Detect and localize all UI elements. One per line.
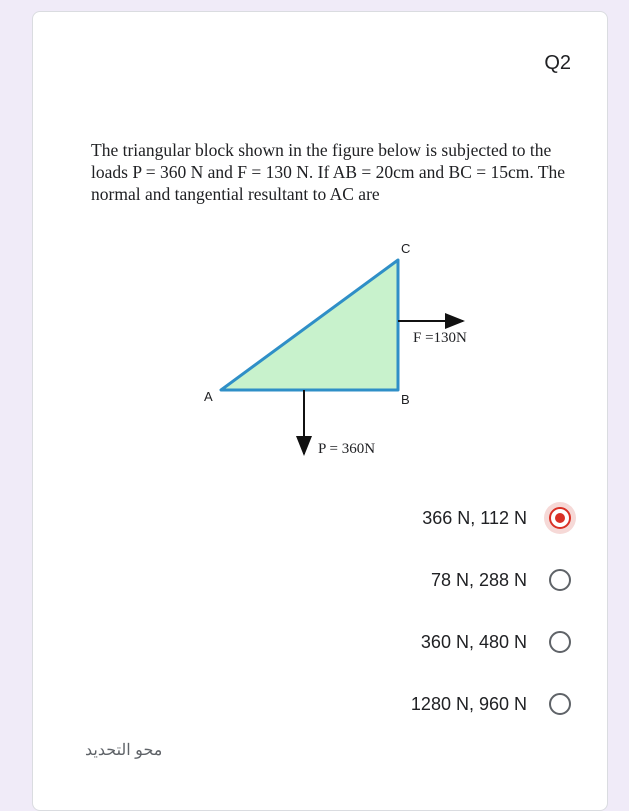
question-number: Q2	[544, 52, 571, 74]
force-f-label: F =130N	[413, 330, 467, 346]
radio-icon[interactable]	[549, 569, 571, 591]
option-label: 366 N, 112 N	[422, 507, 527, 528]
radio-dot-icon	[555, 513, 565, 523]
radio-icon[interactable]	[549, 631, 571, 653]
option-1[interactable]	[411, 487, 571, 549]
option-label: 360 N, 480 N	[420, 631, 527, 652]
question-card	[32, 11, 608, 811]
option-3[interactable]	[411, 611, 571, 673]
label-a: A	[204, 389, 213, 404]
answer-options	[411, 487, 571, 735]
label-b: B	[401, 392, 410, 407]
option-4[interactable]	[411, 673, 571, 735]
clear-selection-link[interactable]: محو التحديد	[85, 742, 163, 759]
figure-diagram	[173, 232, 493, 472]
force-p-label: P = 360N	[318, 441, 376, 457]
option-label: 1280 N, 960 N	[410, 693, 527, 714]
radio-icon[interactable]	[549, 693, 571, 715]
label-c: C	[401, 241, 411, 256]
question-text: The triangular block shown in the figure below is subjected to the loads P = 360 N and F = 130 N. If AB = 20cm and BC = 15cm. The normal and tangential resultant to AC are	[91, 140, 566, 204]
triangle-figure	[173, 232, 493, 477]
triangle-block	[221, 260, 398, 390]
radio-selected-icon[interactable]	[549, 507, 571, 529]
option-2[interactable]	[411, 549, 571, 611]
option-label: 78 N, 288 N	[430, 569, 527, 590]
